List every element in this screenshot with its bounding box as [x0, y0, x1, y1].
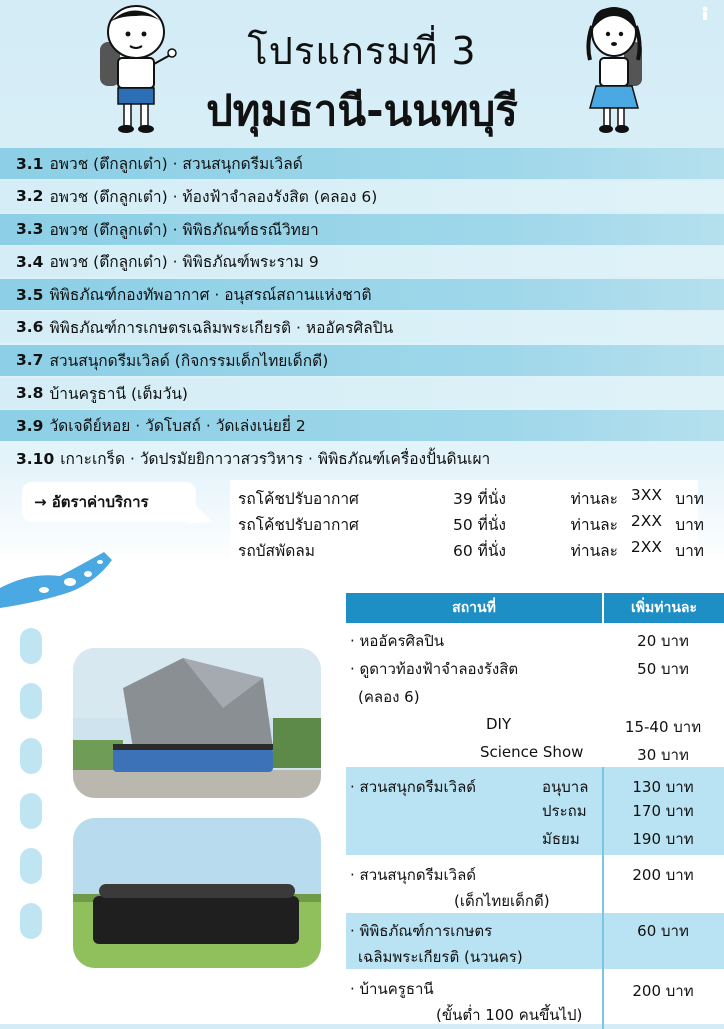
- table-row: · พิพิธภัณฑ์การเกษตร 60 บาท เฉลิมพระเกียรติ (นวนคร): [346, 913, 724, 969]
- list-item: 3.3 อพวช (ตึกลูกเต๋า) · พิพิธภัณฑ์ธรณีวิทยา: [0, 214, 724, 245]
- museum-group-photo: [73, 648, 321, 798]
- binder-hole: [20, 628, 42, 664]
- table-row: · บ้านครูธานี 200 บาท (ขั้นต่ำ 100 คนขึ้นไป): [346, 969, 724, 1029]
- list-item: 3.6 พิพิธภัณฑ์การเกษตรเฉลิมพระเกียรติ · หออัครศิลปิน: [0, 312, 724, 343]
- list-item: 3.8 บ้านครูธานี (เต็มวัน): [0, 378, 724, 409]
- rate-row: รถโค้ชปรับอากาศ 50 ที่นั่ง ท่านละ 2XX บาท: [238, 512, 704, 534]
- list-item: 3.10 เกาะเกร็ด · วัดปรมัยยิกาวาสวรวิหาร · พิพิธภัณฑ์เครื่องปั้นดินเผา: [16, 449, 491, 469]
- rates-table: [230, 480, 704, 568]
- paper-wave-decoration: [0, 552, 130, 622]
- list-item: 3.1 อพวช (ตึกลูกเต๋า) · สวนสนุกดรีมเวิลด์: [0, 148, 724, 179]
- boy-cartoon-icon: [92, 4, 177, 136]
- binder-hole: [20, 738, 42, 774]
- column-header-extra: เพิ่มท่านละ: [630, 600, 697, 616]
- table-row: · หออัครศิลปิน 20 บาท: [350, 632, 689, 650]
- table-row: DIY 15-40 บาท: [486, 715, 702, 736]
- program-list: [0, 148, 724, 476]
- table-row: Science Show 30 บาท: [480, 743, 689, 764]
- mini-figure-icon: [700, 6, 710, 22]
- column-header-place: สถานที่: [346, 593, 604, 623]
- field-group-photo: [73, 818, 321, 968]
- rate-row: รถโค้ชปรับอากาศ 39 ที่นั่ง ท่านละ 3XX บาท: [238, 486, 704, 508]
- binder-hole: [20, 793, 42, 829]
- binder-hole: [20, 683, 42, 719]
- table-row: · สวนสนุกดรีมเวิลด์ 200 บาท (เด็กไทยเด็กดี): [346, 855, 724, 913]
- pricing-header: [346, 593, 724, 623]
- binder-hole: [20, 903, 42, 939]
- list-item: 3.7 สวนสนุกดรีมเวิลด์ (กิจกรรมเด็กไทยเด็กดี): [0, 345, 724, 376]
- rates-label: → อัตราค่าบริการ: [22, 482, 196, 522]
- program-title: โปรแกรมที่ 3: [247, 29, 477, 73]
- list-item: 3.5 พิพิธภัณฑ์กองทัพอากาศ · อนุสรณ์สถานแห่งชาติ: [0, 279, 724, 310]
- program-subtitle: ปทุมธานี-นนทบุรี: [206, 86, 518, 135]
- table-row: · สวนสนุกดรีมเวิลด์ อนุบาล 130 บาท ประถม 170 บาท มัธยม 190 บาท: [346, 767, 724, 855]
- speech-tail: [187, 504, 216, 531]
- rate-row: รถบัสพัดลม 60 ที่นั่ง ท่านละ 2XX บาท: [238, 538, 704, 560]
- table-row: · ดูดาวท้องฟ้าจำลองรังสิต 50 บาท (คลอง 6): [350, 660, 689, 706]
- binder-hole: [20, 848, 42, 884]
- binder-holes: [20, 628, 42, 958]
- list-item: 3.2 อพวช (ตึกลูกเต๋า) · ท้องฟ้าจำลองรังสิต (คลอง 6): [0, 181, 724, 212]
- list-item: 3.9 วัดเจดีย์หอย · วัดโบสถ์ · วัดเล่งเน่ยยี่ 2: [0, 410, 724, 441]
- girl-cartoon-icon: [586, 4, 648, 136]
- list-item: 3.4 อพวช (ตึกลูกเต๋า) · พิพิธภัณฑ์พระราม 9: [0, 246, 724, 277]
- pricing-table: [346, 593, 724, 1029]
